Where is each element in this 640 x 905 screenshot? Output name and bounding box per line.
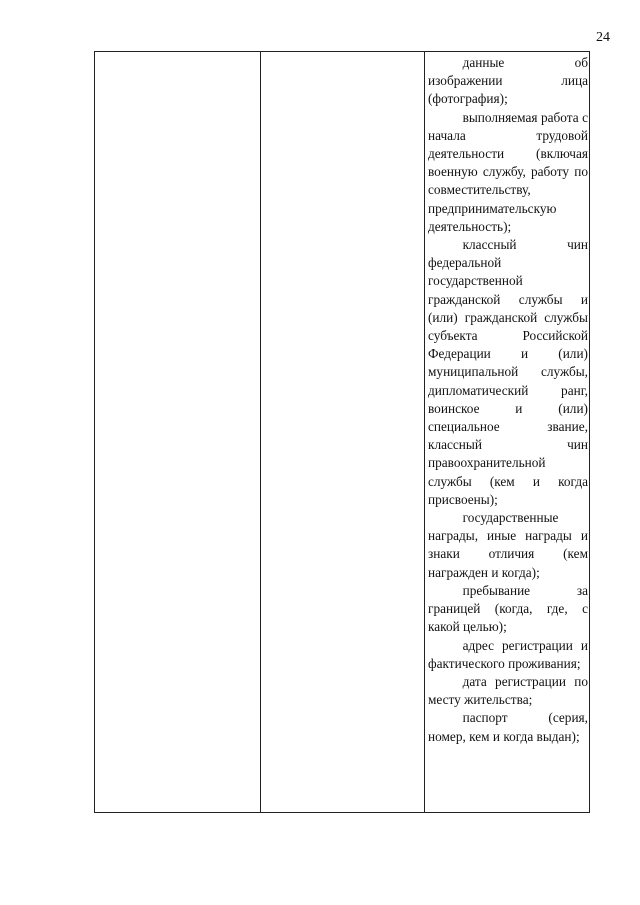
- list-item: адрес регистрации и фактического проживания;: [428, 637, 588, 671]
- table-column-1: [95, 52, 261, 812]
- page-number: 24: [596, 30, 610, 45]
- list-item: пребывание за границей (когда, где, с какой целью);: [428, 582, 588, 635]
- list-item: данные об изображении лица (фотография);: [428, 55, 588, 107]
- list-item: дата регистрации по месту жительства;: [428, 673, 588, 708]
- table-column-3: [428, 54, 588, 746]
- list-item: классный чин федеральной государственной гражданской службы и (или) гражданской службы субъекта Российской Федерации и (или) муниципальной службы, дипломатический ранг, воинское и (или) специальное звание, классный чин правоохранительной службы (кем и когда присвоены);: [428, 237, 588, 507]
- table-column-2: [261, 52, 425, 812]
- document-table: [94, 51, 590, 813]
- list-item: государственные награды, иные награды и знаки отличия (кем награжден и когда);: [428, 510, 588, 580]
- list-item: выполняемая работа с начала трудовой деятельности (включая военную службу, работу по совместительству, предпринимательскую деятельность);: [428, 109, 588, 234]
- list-item: паспорт (серия, номер, кем и когда выдан);: [428, 710, 588, 744]
